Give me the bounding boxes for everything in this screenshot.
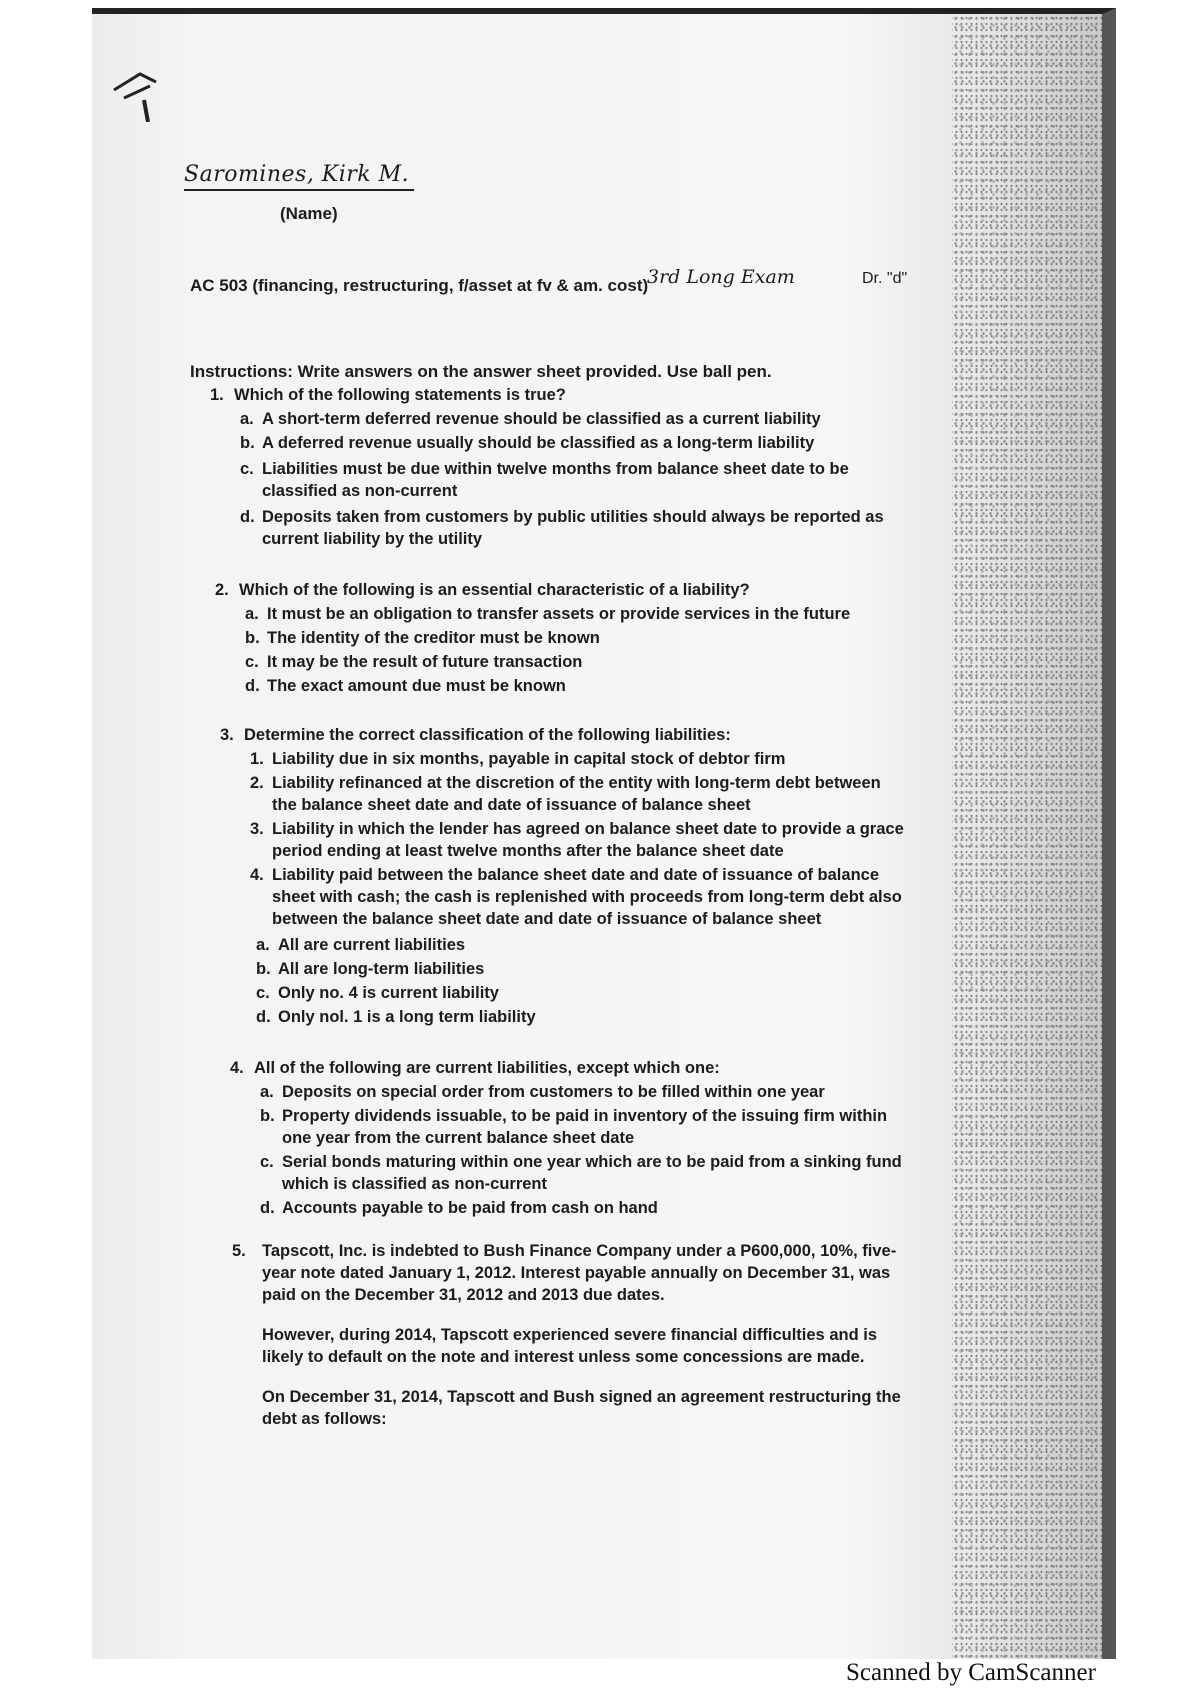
question-5 bbox=[232, 1240, 922, 1430]
item-4: 4. Liability paid between the balance sheet date and date of issuance of balance sheet with cash; the cash is replenished with proceeds from long-term debt also between the balance sheet date and date of issuance of balance sheet bbox=[250, 866, 902, 928]
exam-title-handwritten: 3rd Long Exam bbox=[647, 266, 795, 288]
question-number: 1. bbox=[210, 386, 224, 404]
question-paragraph: On December 31, 2014, Tapscott and Bush signed an agreement restructuring the debt as follows: bbox=[262, 1388, 901, 1428]
question-stem: Which of the following is an essential characteristic of a liability? bbox=[239, 581, 750, 599]
option-a: a. A short-term deferred revenue should be classified as a current liability bbox=[240, 410, 821, 428]
option-b: b. All are long-term liabilities bbox=[256, 960, 485, 978]
course-title: AC 503 (financing, restructuring, f/asset at fv & am. cost) bbox=[190, 276, 649, 295]
question-paragraph: Tapscott, Inc. is indebted to Bush Finance Company under a P600,000, 10%, five-year note dated January 1, 2012. Interest payable annually on December 31, was paid on the December 31, 2012 and 2013 due dates. bbox=[262, 1242, 897, 1304]
option-c: c. Only no. 4 is current liability bbox=[256, 984, 499, 1002]
question-stem: Which of the following statements is true? bbox=[234, 386, 566, 404]
option-a: a. Deposits on special order from customers to be filled within one year bbox=[260, 1083, 825, 1101]
instructions: Instructions: Write answers on the answer sheet provided. Use ball pen. bbox=[190, 362, 772, 381]
option-c: c. It may be the result of future transaction bbox=[245, 653, 583, 671]
option-d: d. Only nol. 1 is a long term liability bbox=[256, 1008, 536, 1026]
option-b: b. Property dividends issuable, to be paid in inventory of the issuing firm within one year from the current balance sheet date bbox=[260, 1107, 888, 1147]
question-stem: All of the following are current liabilities, except which one: bbox=[254, 1059, 720, 1077]
item-3: 3. Liability in which the lender has agreed on balance sheet date to provide a grace period ending at least twelve months after the balance sheet date bbox=[250, 820, 904, 860]
professor-name: Dr. "d" bbox=[862, 270, 908, 287]
question-paragraph: However, during 2014, Tapscott experienced severe financial difficulties and is likely to default on the note and interest unless some concessions are made. bbox=[262, 1326, 877, 1366]
option-b: b. The identity of the creditor must be known bbox=[245, 629, 600, 647]
scanner-watermark: Scanned by CamScanner bbox=[846, 1659, 1096, 1686]
option-c: c. Serial bonds maturing within one year which are to be paid from a sinking fund which is classified as non-current bbox=[260, 1153, 902, 1193]
option-d: d. Accounts payable to be paid from cash on hand bbox=[260, 1199, 658, 1217]
option-a: a. All are current liabilities bbox=[256, 936, 466, 954]
question-number: 5. bbox=[232, 1242, 246, 1260]
option-a: a. It must be an obligation to transfer assets or provide services in the future bbox=[245, 605, 851, 623]
question-3: 3. Determine the correct classification of the following liabilities: 1. Liability due in six months, payable in capital stock of debtor firm 2. Liability refinanced at the discretion of the entity with long-term debt between the balance sheet date and date of issuance of balance sheet 3. Liability in which the lender has agreed on balance sheet date to provide a grace period ending at least twelve months after the balance sheet date 4. Liability paid between the balance sheet date and date of issuance of balance sheet with cash; the cash is replenished with proceeds from long-term debt also between the balance sheet date and date of issuance of balance sheet a. All are current liabilities b. All are long-term liabilities c. Only no. 4 is current liability d. Only nol. 1 is a long term liability bbox=[220, 724, 990, 1028]
student-name: Saromines, Kirk M. bbox=[184, 162, 414, 191]
option-b: b. A deferred revenue usually should be classified as a long-term liability bbox=[240, 434, 815, 452]
question-stem: Determine the correct classification of the following liabilities: bbox=[244, 726, 731, 744]
item-2: 2. Liability refinanced at the discretion of the entity with long-term debt between the balance sheet date and date of issuance of balance sheet bbox=[250, 774, 881, 814]
option-d: d. Deposits taken from customers by public utilities should always be reported as current liability by the utility bbox=[240, 508, 884, 548]
question-4: 4. All of the following are current liabilities, except which one: a. Deposits on special order from customers to be filled within one year b. Property dividends issuable, to be paid in inventory of the issuing firm within one year from the current balance sheet date c. Serial bonds maturing within one year which are to be paid from a sinking fund which is classified as non-current d. Accounts payable to be paid from cash on hand bbox=[230, 1057, 1000, 1219]
option-d: d. The exact amount due must be known bbox=[245, 677, 566, 695]
item-1: 1. Liability due in six months, payable in capital stock of debtor firm bbox=[250, 750, 786, 768]
option-c: c. Liabilities must be due within twelve months from balance sheet date to be classified as non-current bbox=[240, 460, 849, 500]
question-1 bbox=[210, 384, 970, 550]
question-2: 2. Which of the following is an essential characteristic of a liability? a. It must be an obligation to transfer assets or provide services in the future b. The identity of the creditor must be known c. It may be the result of future transaction d. The exact amount due must be known bbox=[215, 579, 975, 697]
name-caption: (Name) bbox=[280, 204, 338, 223]
pen-scribble-icon bbox=[110, 52, 180, 122]
scanned-page bbox=[92, 8, 1116, 1659]
